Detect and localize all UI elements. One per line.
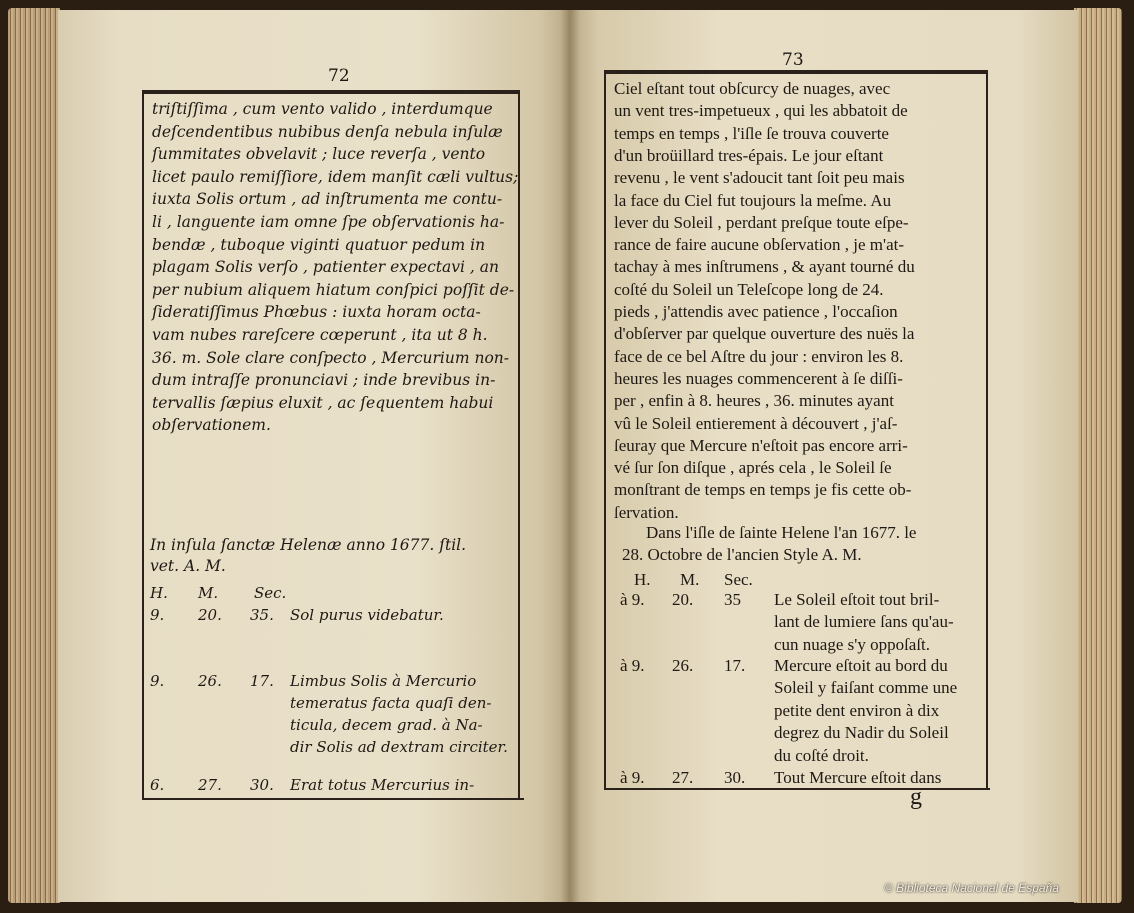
cell-description: cun nuage s'y oppoſaſt. — [774, 634, 931, 654]
body-line: iuxta Solis ortum , ad inſtrumenta me contu- — [152, 190, 503, 209]
body-line: d'obſerver par quelque ouverture des nuës la — [614, 324, 915, 344]
cell-seconds: 30. — [724, 768, 746, 787]
cell-description: du coſté droit. — [774, 745, 869, 765]
page-number-left: 72 — [328, 66, 350, 86]
body-line: Ciel eſtant tout obſcurcy de nuages, avec — [614, 79, 891, 98]
cell-description: Limbus Solis à Mercurio — [290, 672, 477, 690]
cell-minutes: 20. — [672, 590, 694, 609]
body-line: li , languente iam omne ſpe obſervationis ha- — [152, 213, 505, 231]
bottom-rule-right — [618, 788, 990, 790]
page-number-right: 73 — [782, 50, 804, 70]
date-line: vet. A. M. — [150, 557, 226, 575]
body-line: heures les nuages commencerent à ſe diſſi- — [614, 368, 903, 388]
body-line: revenu , le vent s'adoucit tant ſoit peu mais — [614, 168, 905, 188]
cell-seconds: 17. — [724, 656, 746, 675]
body-line: per nubium aliquem hiatum conſpici poſſit de- — [152, 280, 515, 299]
cell-minutes: 27. — [198, 776, 222, 794]
cell-description: Sol purus videbatur. — [290, 606, 444, 624]
cell-description: Mercure eſtoit au bord du — [774, 656, 948, 675]
body-line: licet paulo remiſſiore, idem manſit cæli vultus; — [152, 167, 519, 186]
right-page-edges — [1074, 8, 1122, 903]
bottom-rule-left — [146, 798, 524, 800]
body-line: vû le Soleil entierement à découvert , j'aſ- — [614, 413, 898, 433]
right-page — [568, 10, 1078, 902]
body-line: pieds , j'attendis avec patience , l'occaſion — [614, 302, 898, 321]
body-line: vam nubes rareſcere cœperunt , ita ut 8 h. — [152, 326, 488, 344]
body-line: bendæ , tuboque viginti quatuor pedum in — [152, 235, 486, 254]
body-line: ſummitates obvelavit ; luce reverſa , vento — [152, 145, 486, 164]
body-line: la face du Ciel fut toujours la meſme. Au — [614, 190, 892, 210]
cell-description: petite dent environ à dix — [774, 700, 940, 720]
cell-hours: à 9. — [620, 656, 645, 675]
body-line: monſtrant de temps en temps je fis cette ob- — [614, 480, 912, 500]
body-line: coſté du Soleil un Teleſcope long de 24. — [614, 279, 884, 299]
body-line: rance de faire aucune obſervation , je m'at- — [614, 235, 905, 255]
body-line: un vent tres-impetueux , qui les abbatoit de — [614, 101, 908, 121]
signature-mark: g — [910, 784, 922, 810]
body-line: triſtiſſima , cum vento valido , interdumque — [152, 100, 493, 118]
body-line: tachay à mes inſtrumens , & ayant tourné du — [614, 257, 915, 277]
body-line: d'un broüillard tres-épais. Le jour eſtant — [614, 145, 884, 165]
book-gutter — [560, 10, 580, 902]
library-credit: © Biblioteca Nacional de España — [884, 881, 1059, 895]
cell-seconds: 35 — [724, 590, 741, 609]
cell-hours: 6. — [150, 776, 165, 794]
cell-description: degrez du Nadir du Soleil — [774, 723, 949, 743]
body-line: ſideratiſſimus Phœbus : iuxta horam octa- — [152, 303, 481, 322]
body-line: deſcendentibus nubibus denſa nebula inſulæ — [152, 122, 503, 141]
body-line: obſervationem. — [152, 416, 271, 435]
cell-hours: 9. — [150, 672, 165, 690]
cell-hours: à 9. — [620, 768, 645, 787]
left-page-edges — [8, 8, 60, 903]
cell-description: dir Solis ad dextram circiter. — [290, 738, 508, 756]
body-line: temps en temps , l'iſle ſe trouva couverte — [614, 123, 889, 143]
table-header: H. — [634, 570, 651, 589]
body-line: ſeuray que Mercure n'eſtoit pas encore arri- — [614, 435, 908, 455]
table-header: M. — [198, 584, 219, 602]
date-line: Dans l'iſle de ſainte Helene l'an 1677. le — [646, 523, 917, 542]
cell-description: lant de lumiere ſans qu'au- — [774, 612, 954, 632]
cell-minutes: 26. — [672, 656, 694, 675]
body-line: dum intraſſe pronunciavi ; inde brevibus in- — [152, 371, 496, 390]
cell-description: ticula, decem grad. à Na- — [290, 716, 483, 734]
cell-minutes: 20. — [198, 606, 222, 624]
cell-description: Erat totus Mercurius in- — [290, 776, 475, 794]
date-line: In inſula ſanctæ Helenæ anno 1677. ſtil. — [150, 536, 467, 554]
table-header: M. — [680, 570, 700, 589]
body-line: per , enfin à 8. heures , 36. minutes ayant — [614, 391, 894, 411]
cell-seconds: 30. — [250, 776, 274, 794]
body-line: vé ſur ſon diſque , aprés cela , le Soleil ſe — [614, 458, 892, 478]
cell-seconds: 17. — [250, 672, 274, 690]
body-line: lever du Soleil , perdant preſque toute eſpe- — [614, 212, 909, 232]
cell-description: Soleil y faiſant comme une — [774, 678, 958, 698]
cell-description: Tout Mercure eſtoit dans — [774, 768, 942, 787]
cell-hours: à 9. — [620, 590, 645, 609]
cell-description: Le Soleil eſtoit tout bril- — [774, 590, 940, 609]
left-page — [58, 10, 570, 902]
table-header: Sec. — [254, 584, 287, 602]
body-line: tervallis ſæpius eluxit , ac ſequentem habui — [152, 393, 494, 412]
cell-minutes: 27. — [672, 768, 694, 787]
body-line: plagam Solis verſo , patienter expectavi , an — [152, 258, 499, 277]
cell-hours: 9. — [150, 606, 165, 624]
date-line: 28. Octobre de l'ancien Style A. M. — [622, 545, 862, 564]
table-header: H. — [150, 584, 168, 602]
cell-minutes: 26. — [198, 672, 222, 690]
body-line: 36. m. Sole clare conſpecto , Mercurium non- — [152, 348, 509, 367]
body-line: face de ce bel Aſtre du jour : environ les 8. — [614, 346, 904, 366]
cell-seconds: 35. — [250, 606, 274, 624]
table-header: Sec. — [724, 570, 753, 589]
cell-description: temeratus facta quaſi den- — [290, 694, 492, 712]
body-line: ſervation. — [614, 502, 679, 522]
